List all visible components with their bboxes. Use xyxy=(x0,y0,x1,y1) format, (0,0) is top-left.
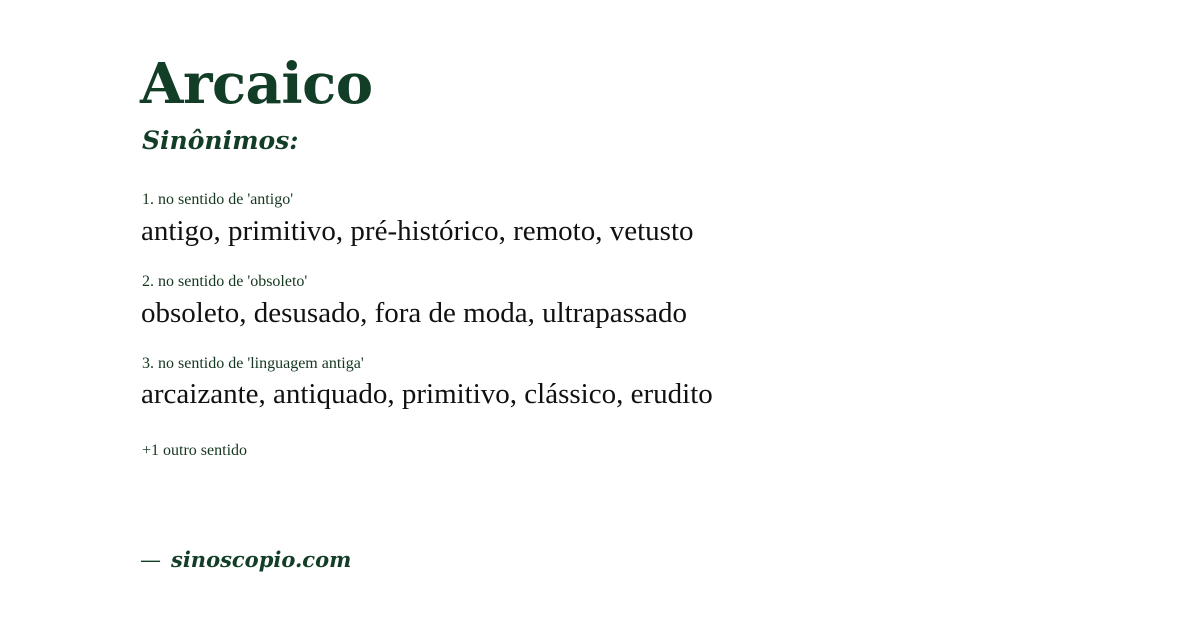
sense-label: 1. no sentido de 'antigo' xyxy=(142,190,294,208)
source-name: sinoscopio.com xyxy=(171,547,352,572)
sense-synonyms: obsoleto, desusado, fora de moda, ultrapassado xyxy=(141,296,688,329)
sense-synonyms: antigo, primitivo, pré-histórico, remoto, vetusto xyxy=(141,214,694,247)
sense-synonyms: arcaizante, antiquado, primitivo, clássico, erudito xyxy=(141,378,713,411)
more-senses-note: +1 outro sentido xyxy=(142,441,248,459)
page-title: Arcaico xyxy=(140,51,373,117)
em-dash-icon: — xyxy=(140,548,161,572)
sense-item xyxy=(140,354,1140,414)
sense-label: 2. no sentido de 'obsoleto' xyxy=(142,272,308,290)
sense-label: 3. no sentido de 'linguagem antiga' xyxy=(142,354,364,372)
sense-item xyxy=(140,190,1140,250)
sense-item xyxy=(140,272,1140,332)
source-attribution xyxy=(140,547,351,572)
sense-list xyxy=(140,190,1140,414)
section-subtitle: Sinônimos: xyxy=(142,125,299,155)
